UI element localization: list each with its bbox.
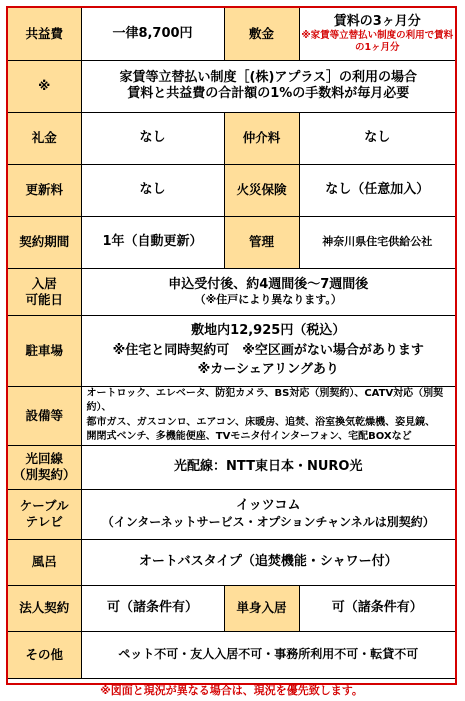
label-chukai: 仲介料	[224, 112, 299, 164]
row-nyukyo	[8, 268, 455, 315]
label-koshin: 更新料	[8, 164, 81, 216]
label-hikari-line-1: 光回線	[25, 451, 63, 467]
label-kasai: 火災保険	[224, 164, 299, 216]
label-asterisk: ※	[8, 60, 81, 112]
row-asterisk	[8, 60, 455, 112]
row-parking	[8, 315, 455, 386]
label-sonota: その他	[8, 631, 81, 678]
value-hojin: 可（諸条件有）	[81, 585, 224, 631]
setsubi-line-3: 開閉式ベンチ、多機能便座、TVモニタ付インターフォン、宅配BOXなど	[86, 431, 412, 442]
value-reikin: なし	[81, 112, 224, 164]
value-asterisk	[81, 60, 455, 112]
property-info-table	[8, 8, 455, 701]
nyukyo-line-2: （※住戸により異なります。）	[194, 292, 342, 306]
nyukyo-line-1: 申込受付後、約4週間後～7週間後	[168, 276, 369, 292]
label-cable-line-2: テレビ	[25, 514, 63, 529]
value-cable	[81, 489, 455, 539]
setsubi-line-1: オートロック、エレベータ、防犯カメラ、BS対応（別契約）、CATV対応（別契約）、	[86, 387, 444, 413]
label-cable	[8, 489, 81, 539]
value-chukai: なし	[299, 112, 455, 164]
parking-line-1: 敷地内12,925円（税込）	[191, 323, 346, 339]
label-shikikin: 敷金	[224, 8, 299, 60]
row-sonota	[8, 631, 455, 678]
value-koshin: なし	[81, 164, 224, 216]
label-nyukyo	[8, 268, 81, 315]
value-furo: オートバスタイプ（追焚機能・シャワー付）	[81, 539, 455, 585]
row-kyoeki-shikikin	[8, 8, 455, 60]
shikikin-main: 賃料の3ヶ月分	[333, 14, 421, 30]
row-reikin-chukai	[8, 112, 455, 164]
label-nyukyo-line-2: 可能日	[25, 291, 63, 307]
label-nyukyo-line-1: 入居	[31, 275, 57, 291]
label-hikari-line-2: （別契約）	[12, 467, 76, 482]
value-setsubi	[81, 386, 455, 445]
label-keiyaku-kikan: 契約期間	[8, 216, 81, 268]
row-hojin-tanshin	[8, 585, 455, 631]
parking-line-3: ※カーシェアリングあり	[197, 362, 339, 378]
value-tanshin: 可（諸条件有）	[299, 585, 455, 631]
label-reikin: 礼金	[8, 112, 81, 164]
row-furo	[8, 539, 455, 585]
label-kanri: 管理	[224, 216, 299, 268]
setsubi-line-2: 都市ガス、ガスコンロ、エアコン、床暖房、追焚、浴室換気乾燥機、姿見鏡、	[86, 416, 436, 428]
value-kyoeki: 一律8,700円	[81, 8, 224, 60]
cable-line-1: イッツコム	[236, 498, 301, 514]
label-kyoeki: 共益費	[8, 8, 81, 60]
value-nyukyo	[81, 268, 455, 315]
row-koshin-kasai	[8, 164, 455, 216]
asterisk-line-1: 家賃等立替払い制度［(株)アプラス］の利用の場合	[119, 69, 417, 85]
value-shikikin	[299, 8, 455, 60]
row-cable	[8, 489, 455, 539]
value-keiyaku-kikan: 1年（自動更新）	[81, 216, 224, 268]
label-tanshin: 単身入居	[224, 585, 299, 631]
row-keiyaku-kanri	[8, 216, 455, 268]
cable-line-2: （インターネットサービス・オプションチャンネルは別契約）	[101, 514, 435, 529]
footer-note: ※図面と現況が異なる場合は、現況を優先致します。	[100, 683, 363, 697]
label-hojin: 法人契約	[8, 585, 81, 631]
label-furo: 風呂	[8, 539, 81, 585]
property-info-sheet	[6, 6, 457, 697]
value-kanri: 神奈川県住宅供給公社	[299, 216, 455, 268]
value-kasai: なし（任意加入）	[299, 164, 455, 216]
label-setsubi: 設備等	[8, 386, 81, 445]
label-hikari	[8, 445, 81, 489]
asterisk-line-2: 賃料と共益費の合計額の1%の手数料が毎月必要	[127, 86, 410, 101]
label-parking: 駐車場	[8, 315, 81, 386]
value-sonota: ペット不可・友人入居不可・事務所利用不可・転貸不可	[81, 631, 455, 678]
label-cable-line-1: ケーブル	[19, 498, 69, 514]
row-footer	[8, 678, 455, 701]
shikikin-note: ※家賃等立替払い制度の利用で賃料の1ヶ月分	[301, 30, 454, 53]
row-hikari	[8, 445, 455, 489]
value-parking	[81, 315, 455, 386]
parking-line-2: ※住宅と同時契約可 ※空区画がない場合があります	[112, 342, 424, 358]
value-hikari: 光配線：NTT東日本・NURO光	[81, 445, 455, 489]
row-setsubi	[8, 386, 455, 445]
